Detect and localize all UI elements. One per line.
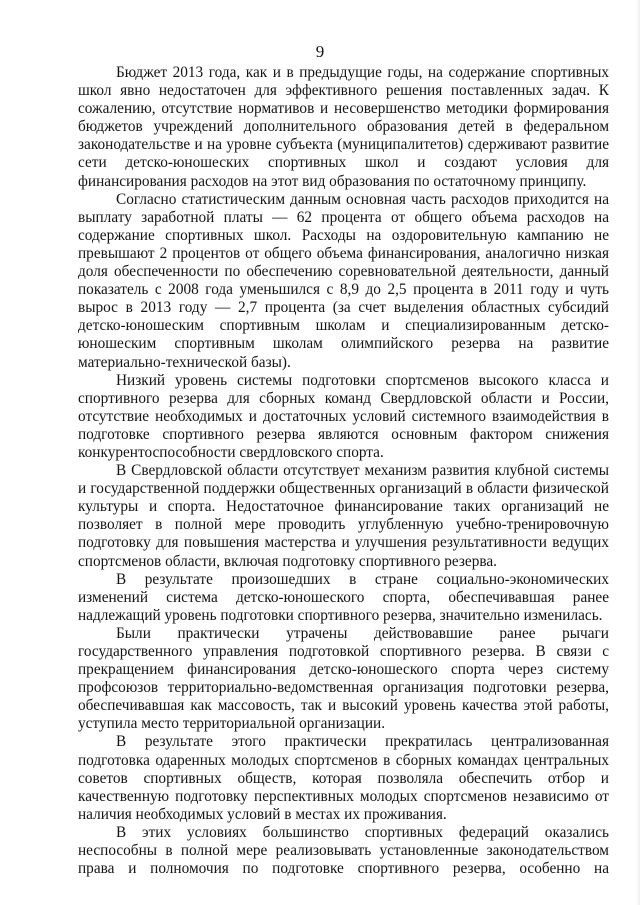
- document-body: [78, 64, 609, 878]
- paragraph-budget-2013: Бюджет 2013 года, как и в предыдущие годы, на содержание спортивных школ явно недостаточен для эффективного решения поставленных задач. К сожалению, отсутствие нормативов и несовершенство методики формирования бюджетов учреждений дополнительного образования детей в федеральном законодательстве и на уровне субъекта (муниципалитетов) сдерживают развитие сети детско-юношеских спортивных школ и создают условия для финансирования расходов на этот вид образования по остаточному принципу.: [78, 64, 609, 190]
- paragraph-training-level: Низкий уровень системы подготовки спортсменов высокого класса и спортивного резерва для сборных команд Свердловской области и России, отсутствие необходимых и достаточных условий системного взаимодействия в подготовке спортивного резерва являются основным фактором снижения конкурентоспособности свердловского спорта.: [78, 371, 609, 461]
- paragraph-socioeconomic-changes: В результате произошедших в стране социально-экономических изменений система детско-юношеского спорта, обеспечивавшая ранее надлежащий уровень подготовки спортивного резерва, значительно изменилась.: [78, 570, 609, 624]
- page-edge-shadow: [636, 0, 640, 905]
- paragraph-lost-levers: Были практически утрачены действовавшие ранее рычаги государственного управления подготовкой спортивного резерва. В связи с прекращением финансирования детско-юношеского спорта через систему профсоюзов территориально-ведомственная организация подготовки резерва, обеспечивавшая как массовость, так и высокий уровень качества этой работы, уступила место территориальной организации.: [78, 624, 609, 733]
- page-number: 9: [315, 42, 325, 61]
- paragraph-expense-statistics: Согласно статистическим данным основная часть расходов приходится на выплату заработной платы — 62 процента от общего объема расходов на содержание спортивных школ. Расходы на оздоровительную кампанию не превышают 2 процентов от общего объема финансирования, аналогично низкая доля обеспеченности по обеспечению соревновательной деятельности, данный показатель с 2008 года уменьшился с 8,9 до 2,5 процента в 2011 году и чуть вырос в 2013 году — 2,7 процента (за счет выделения областных субсидий детско-юношеским спортивным школам и специализированным детско-юношеским спортивным школам олимпийского резерва на развитие материально-технической базы).: [78, 190, 609, 371]
- paragraph-club-system: В Свердловской области отсутствует механизм развития клубной системы и государственной поддержки общественных организаций в области физической культуры и спорта. Недостаточное финансирование таких организаций не позволяет в полной мере проводить углубленную учебно-тренировочную подготовку для повышения мастерства и улучшения результативности ведущих спортсменов области, включая подготовку спортивного резерва.: [78, 462, 609, 570]
- paragraph-federations: В этих условиях большинство спортивных федераций оказались неспособны в полной мере реализовывать установленные законодательством права и полномочия по подготовке спортивного резерва, особенно на: [78, 823, 609, 878]
- paragraph-centralized-training: В результате этого практически прекратилась централизованная подготовка одаренных молодых спортсменов в сборных командах центральных советов спортивных обществ, которая позволяла обеспечить отбор и качественную подготовку перспективных молодых спортсменов независимо от наличия необходимых условий в местах их проживания.: [78, 733, 609, 823]
